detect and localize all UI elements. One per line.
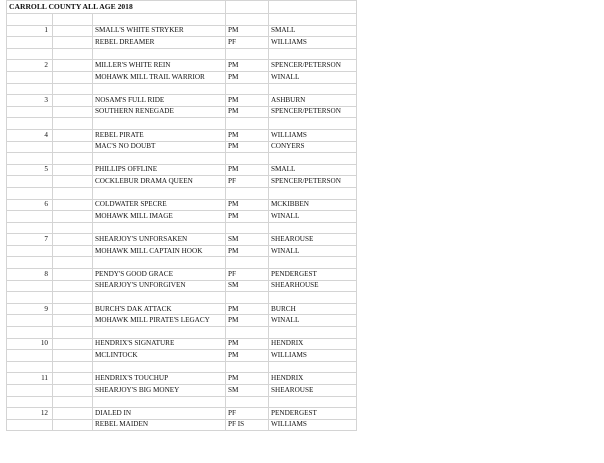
empty-cell [269, 222, 357, 234]
owner-name: MCKIBBEN [269, 199, 357, 211]
dog-class: PM [226, 141, 269, 153]
empty-cell [269, 396, 357, 408]
empty-cell [53, 95, 93, 107]
empty-cell [226, 257, 269, 269]
dog-name: SMALL'S WHITE STRYKER [93, 25, 226, 37]
dog-name: PHILLIPS OFFLINE [93, 164, 226, 176]
spacer-row [7, 222, 357, 234]
empty-cell [53, 338, 93, 350]
empty-cell [93, 14, 226, 26]
dog-class: PM [226, 25, 269, 37]
empty-cell [53, 327, 93, 339]
empty-cell [7, 257, 53, 269]
entry-row [7, 280, 357, 292]
page-title: CARROLL COUNTY ALL AGE 2018 [7, 1, 226, 14]
owner-name: WILLIAMS [269, 419, 357, 431]
dog-class: PM [226, 303, 269, 315]
empty-cell [53, 396, 93, 408]
empty-cell [7, 141, 53, 153]
empty-cell [53, 373, 93, 385]
dog-class: PF [226, 37, 269, 49]
empty-cell [7, 176, 53, 188]
dog-name: NOSAM'S FULL RIDE [93, 95, 226, 107]
empty-cell [269, 187, 357, 199]
empty-cell [7, 361, 53, 373]
empty-cell [53, 350, 93, 362]
brace-number: 12 [7, 408, 53, 420]
empty-cell [226, 361, 269, 373]
spacer-row [7, 48, 357, 60]
brace-number: 3 [7, 95, 53, 107]
dog-class: PM [226, 338, 269, 350]
owner-name: HENDRIX [269, 373, 357, 385]
spacer-row [7, 83, 357, 95]
empty-cell [7, 396, 53, 408]
dog-name: MOHAWK MILL PIRATE'S LEGACY [93, 315, 226, 327]
dog-class: PF [226, 408, 269, 420]
empty-cell [7, 292, 53, 304]
owner-name: SMALL [269, 25, 357, 37]
dog-class: PM [226, 211, 269, 223]
empty-cell [53, 199, 93, 211]
spacer-row [7, 327, 357, 339]
brace-number: 6 [7, 199, 53, 211]
empty-cell [53, 37, 93, 49]
empty-cell [53, 25, 93, 37]
empty-cell [93, 222, 226, 234]
empty-cell [226, 83, 269, 95]
empty-cell [269, 361, 357, 373]
empty-cell [269, 118, 357, 130]
dog-class: PM [226, 199, 269, 211]
empty-cell [53, 14, 93, 26]
empty-cell [53, 269, 93, 281]
empty-cell [53, 245, 93, 257]
empty-cell [7, 315, 53, 327]
owner-name: PENDERGEST [269, 408, 357, 420]
entry-row [7, 60, 357, 72]
owner-name: WILLIAMS [269, 37, 357, 49]
empty-cell [7, 83, 53, 95]
owner-name: SPENCER/PETERSON [269, 60, 357, 72]
owner-name: SHEAROUSE [269, 385, 357, 397]
dog-class: PM [226, 245, 269, 257]
brace-number: 4 [7, 129, 53, 141]
empty-cell [53, 141, 93, 153]
empty-cell [53, 303, 93, 315]
owner-name: WINALL [269, 245, 357, 257]
dog-name: DIALED IN [93, 408, 226, 420]
empty-cell [269, 257, 357, 269]
empty-cell [53, 60, 93, 72]
empty-cell [226, 153, 269, 165]
spacer-row [7, 257, 357, 269]
brace-number: 8 [7, 269, 53, 281]
empty-cell [269, 14, 357, 26]
dog-class: PM [226, 71, 269, 83]
empty-cell [53, 257, 93, 269]
dog-name: HENDRIX'S SIGNATURE [93, 338, 226, 350]
entry-row [7, 199, 357, 211]
owner-name: PENDERGEST [269, 269, 357, 281]
spacer-row [7, 118, 357, 130]
dog-class: PM [226, 60, 269, 72]
spacer-row [7, 361, 357, 373]
brace-number: 1 [7, 25, 53, 37]
owner-name: CONYERS [269, 141, 357, 153]
empty-cell [7, 118, 53, 130]
dog-class: SM [226, 234, 269, 246]
owner-name: HENDRIX [269, 338, 357, 350]
empty-cell [7, 280, 53, 292]
dog-name: REBEL PIRATE [93, 129, 226, 141]
empty-cell [53, 164, 93, 176]
dog-class: PM [226, 315, 269, 327]
empty-cell [53, 292, 93, 304]
spacer-row [7, 396, 357, 408]
empty-cell [53, 211, 93, 223]
empty-cell [53, 361, 93, 373]
entry-row [7, 350, 357, 362]
dog-class: PM [226, 106, 269, 118]
empty-cell [7, 14, 53, 26]
entry-row [7, 164, 357, 176]
owner-name: ASHBURN [269, 95, 357, 107]
empty-cell [226, 292, 269, 304]
owner-name: SHEARHOUSE [269, 280, 357, 292]
owner-name: SHEAROUSE [269, 234, 357, 246]
empty-cell [7, 106, 53, 118]
empty-cell [93, 396, 226, 408]
entry-row [7, 176, 357, 188]
empty-cell [7, 48, 53, 60]
draw-sheet [6, 0, 357, 431]
spacer-row [7, 292, 357, 304]
empty-cell [7, 222, 53, 234]
dog-class: PM [226, 350, 269, 362]
dog-name: MOHAWK MILL IMAGE [93, 211, 226, 223]
empty-cell [93, 327, 226, 339]
entry-row [7, 25, 357, 37]
dog-class: SM [226, 280, 269, 292]
entry-row [7, 385, 357, 397]
dog-name: SHEARJOY'S UNFORGIVEN [93, 280, 226, 292]
owner-name: WINALL [269, 315, 357, 327]
empty-cell [53, 176, 93, 188]
entry-row [7, 211, 357, 223]
owner-name: SMALL [269, 164, 357, 176]
empty-cell [53, 106, 93, 118]
owner-name: WILLIAMS [269, 129, 357, 141]
dog-class: PM [226, 373, 269, 385]
brace-number: 2 [7, 60, 53, 72]
empty-cell [269, 292, 357, 304]
dog-name: MILLER'S WHITE REIN [93, 60, 226, 72]
dog-name: SHEARJOY'S BIG MONEY [93, 385, 226, 397]
entry-row [7, 37, 357, 49]
empty-cell [53, 280, 93, 292]
entry-row [7, 106, 357, 118]
dog-name: PENDY'S GOOD GRACE [93, 269, 226, 281]
empty-cell [7, 153, 53, 165]
empty-cell [93, 187, 226, 199]
entry-row [7, 129, 357, 141]
entry-row [7, 245, 357, 257]
owner-name: BURCH [269, 303, 357, 315]
dog-class: PF IS [226, 419, 269, 431]
empty-cell [53, 71, 93, 83]
dog-class: PM [226, 129, 269, 141]
dog-name: MOHAWK MILL TRAIL WARRIOR [93, 71, 226, 83]
entry-row [7, 373, 357, 385]
title-row [7, 1, 357, 14]
empty-cell [7, 211, 53, 223]
empty-cell [226, 14, 269, 26]
empty-cell [53, 129, 93, 141]
dog-name: HENDRIX'S TOUCHUP [93, 373, 226, 385]
empty-cell [7, 187, 53, 199]
sheet-body [7, 1, 357, 431]
empty-cell [226, 222, 269, 234]
entry-row [7, 95, 357, 107]
dog-name: SOUTHERN RENEGADE [93, 106, 226, 118]
empty-cell [53, 187, 93, 199]
empty-cell [269, 48, 357, 60]
entry-row [7, 419, 357, 431]
entry-row [7, 141, 357, 153]
empty-cell [7, 245, 53, 257]
empty-cell [93, 153, 226, 165]
empty-cell [7, 419, 53, 431]
empty-cell [93, 48, 226, 60]
dog-name: MCLINTOCK [93, 350, 226, 362]
dog-name: REBEL DREAMER [93, 37, 226, 49]
dog-class: PF [226, 269, 269, 281]
entry-row [7, 315, 357, 327]
empty-cell [226, 1, 269, 14]
spacer-row [7, 153, 357, 165]
brace-number: 9 [7, 303, 53, 315]
empty-cell [269, 83, 357, 95]
entry-row [7, 71, 357, 83]
empty-cell [226, 327, 269, 339]
entry-row [7, 303, 357, 315]
dog-name: BURCH'S DAK ATTACK [93, 303, 226, 315]
dog-name: COLDWATER SPECRE [93, 199, 226, 211]
empty-cell [93, 361, 226, 373]
owner-name: WINALL [269, 211, 357, 223]
dog-name: SHEARJOY'S UNFORSAKEN [93, 234, 226, 246]
empty-cell [53, 419, 93, 431]
empty-cell [7, 327, 53, 339]
empty-cell [226, 48, 269, 60]
empty-cell [93, 118, 226, 130]
empty-cell [93, 83, 226, 95]
empty-cell [53, 408, 93, 420]
brace-number: 10 [7, 338, 53, 350]
empty-cell [269, 153, 357, 165]
empty-cell [7, 37, 53, 49]
empty-cell [53, 234, 93, 246]
dog-class: PF [226, 176, 269, 188]
empty-cell [53, 48, 93, 60]
entry-row [7, 234, 357, 246]
empty-cell [53, 315, 93, 327]
entry-row [7, 338, 357, 350]
empty-cell [53, 83, 93, 95]
empty-cell [269, 1, 357, 14]
spacer-row [7, 14, 357, 26]
empty-cell [53, 153, 93, 165]
empty-cell [53, 385, 93, 397]
empty-cell [7, 71, 53, 83]
empty-cell [226, 187, 269, 199]
dog-class: PM [226, 95, 269, 107]
empty-cell [269, 327, 357, 339]
empty-cell [93, 257, 226, 269]
empty-cell [93, 292, 226, 304]
spacer-row [7, 187, 357, 199]
empty-cell [53, 118, 93, 130]
owner-name: SPENCER/PETERSON [269, 106, 357, 118]
brace-number: 5 [7, 164, 53, 176]
dog-class: PM [226, 164, 269, 176]
owner-name: WINALL [269, 71, 357, 83]
dog-class: SM [226, 385, 269, 397]
dog-name: MAC'S NO DOUBT [93, 141, 226, 153]
empty-cell [7, 350, 53, 362]
empty-cell [53, 222, 93, 234]
owner-name: WILLIAMS [269, 350, 357, 362]
empty-cell [226, 396, 269, 408]
dog-name: MOHAWK MILL CAPTAIN HOOK [93, 245, 226, 257]
dog-name: COCKLEBUR DRAMA QUEEN [93, 176, 226, 188]
dog-name: REBEL MAIDEN [93, 419, 226, 431]
empty-cell [7, 385, 53, 397]
entry-row [7, 408, 357, 420]
brace-number: 11 [7, 373, 53, 385]
empty-cell [226, 118, 269, 130]
owner-name: SPENCER/PETERSON [269, 176, 357, 188]
entry-row [7, 269, 357, 281]
brace-number: 7 [7, 234, 53, 246]
